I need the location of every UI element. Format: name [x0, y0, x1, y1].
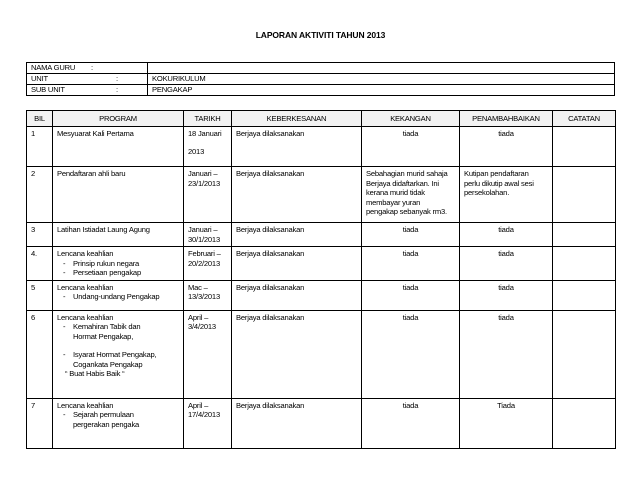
- cell-penambahbaikan: Tiada: [460, 398, 553, 448]
- cell-catatan: [553, 167, 616, 223]
- info-table: [26, 62, 615, 96]
- info-value: PENGAKAP: [148, 85, 615, 96]
- info-row-teacher: [27, 63, 615, 74]
- activity-table: [26, 110, 616, 449]
- cell-bil: 7: [27, 398, 53, 448]
- cell-program: Lencana keahlian - Kemahiran Tabik dan Hormat Pengakap, - Isyarat Hormat Pengakap, Cogankata Pengakap “ Buat Habis Baik “: [53, 310, 184, 398]
- cell-catatan: [553, 127, 616, 167]
- header-kekangan: KEKANGAN: [362, 111, 460, 127]
- table-row: [27, 398, 616, 448]
- cell-program: Lencana keahlian - Prinsip rukun negara - Persetiaan pengakap: [53, 247, 184, 281]
- header-bil: BIL: [27, 111, 53, 127]
- cell-keberkesanan: Berjaya dilaksanakan: [232, 280, 362, 310]
- table-row: [27, 247, 616, 281]
- info-label: NAMA GURU: [27, 63, 88, 74]
- cell-keberkesanan: Berjaya dilaksanakan: [232, 310, 362, 398]
- cell-bil: 5: [27, 280, 53, 310]
- table-row: [27, 280, 616, 310]
- cell-keberkesanan: Berjaya dilaksanakan: [232, 127, 362, 167]
- cell-kekangan: tiada: [362, 398, 460, 448]
- cell-penambahbaikan: tiada: [460, 247, 553, 281]
- cell-penambahbaikan: Kutipan pendaftaran perlu dikutip awal sesi persekolahan.: [460, 167, 553, 223]
- cell-keberkesanan: Berjaya dilaksanakan: [232, 167, 362, 223]
- cell-keberkesanan: Berjaya dilaksanakan: [232, 398, 362, 448]
- table-row: [27, 223, 616, 247]
- cell-tarikh: Februari – 20/2/2013: [184, 247, 232, 281]
- report-title: LAPORAN AKTIVITI TAHUN 2013: [255, 30, 386, 40]
- cell-program: Lencana keahlian - Sejarah permulaan pergerakan pengaka: [53, 398, 184, 448]
- cell-kekangan: tiada: [362, 223, 460, 247]
- header-keberkesanan: KEBERKESANAN: [232, 111, 362, 127]
- info-label: UNIT: [27, 74, 88, 85]
- header-catatan: CATATAN: [553, 111, 616, 127]
- cell-catatan: [553, 398, 616, 448]
- header-penambahbaikan: PENAMBAHBAIKAN: [460, 111, 553, 127]
- cell-catatan: [553, 223, 616, 247]
- cell-kekangan: Sebahagian murid sahaja Berjaya didaftarkan. Ini kerana murid tidak membayar yuran pengakap sebanyak rm3.: [362, 167, 460, 223]
- cell-tarikh: Mac – 13/3/2013: [184, 280, 232, 310]
- cell-program: Lencana keahlian - Undang-undang Pengakap: [53, 280, 184, 310]
- cell-catatan: [553, 280, 616, 310]
- cell-keberkesanan: Berjaya dilaksanakan: [232, 247, 362, 281]
- cell-kekangan: tiada: [362, 280, 460, 310]
- cell-tarikh: Januari – 30/1/2013: [184, 223, 232, 247]
- info-row-unit: [27, 74, 615, 85]
- cell-kekangan: tiada: [362, 247, 460, 281]
- cell-catatan: [553, 310, 616, 398]
- cell-bil: 6: [27, 310, 53, 398]
- cell-tarikh: 18 Januari 2013: [184, 127, 232, 167]
- header-tarikh: TARIKH: [184, 111, 232, 127]
- cell-penambahbaikan: tiada: [460, 127, 553, 167]
- cell-tarikh: April – 3/4/2013: [184, 310, 232, 398]
- header-row: [27, 111, 616, 127]
- cell-bil: 3: [27, 223, 53, 247]
- info-colon: :: [87, 74, 148, 85]
- cell-penambahbaikan: tiada: [460, 280, 553, 310]
- cell-program: Mesyuarat Kali Pertama: [53, 127, 184, 167]
- header-program: PROGRAM: [53, 111, 184, 127]
- cell-tarikh: April – 17/4/2013: [184, 398, 232, 448]
- cell-bil: 1: [27, 127, 53, 167]
- cell-catatan: [553, 247, 616, 281]
- cell-program: Pendaftaran ahli baru: [53, 167, 184, 223]
- info-colon: :: [87, 63, 148, 74]
- cell-penambahbaikan: tiada: [460, 223, 553, 247]
- info-row-subunit: [27, 85, 615, 96]
- table-row: [27, 127, 616, 167]
- cell-bil: 2: [27, 167, 53, 223]
- cell-program: Latihan Istiadat Laung Agung: [53, 223, 184, 247]
- cell-kekangan: tiada: [362, 127, 460, 167]
- cell-tarikh: Januari – 23/1/2013: [184, 167, 232, 223]
- cell-bil: 4.: [27, 247, 53, 281]
- table-row: [27, 310, 616, 398]
- info-label: SUB UNIT: [27, 85, 88, 96]
- info-value: KOKURIKULUM: [148, 74, 615, 85]
- cell-penambahbaikan: tiada: [460, 310, 553, 398]
- table-row: [27, 167, 616, 223]
- cell-kekangan: tiada: [362, 310, 460, 398]
- info-colon: :: [87, 85, 148, 96]
- info-value: [148, 63, 615, 74]
- cell-keberkesanan: Berjaya dilaksanakan: [232, 223, 362, 247]
